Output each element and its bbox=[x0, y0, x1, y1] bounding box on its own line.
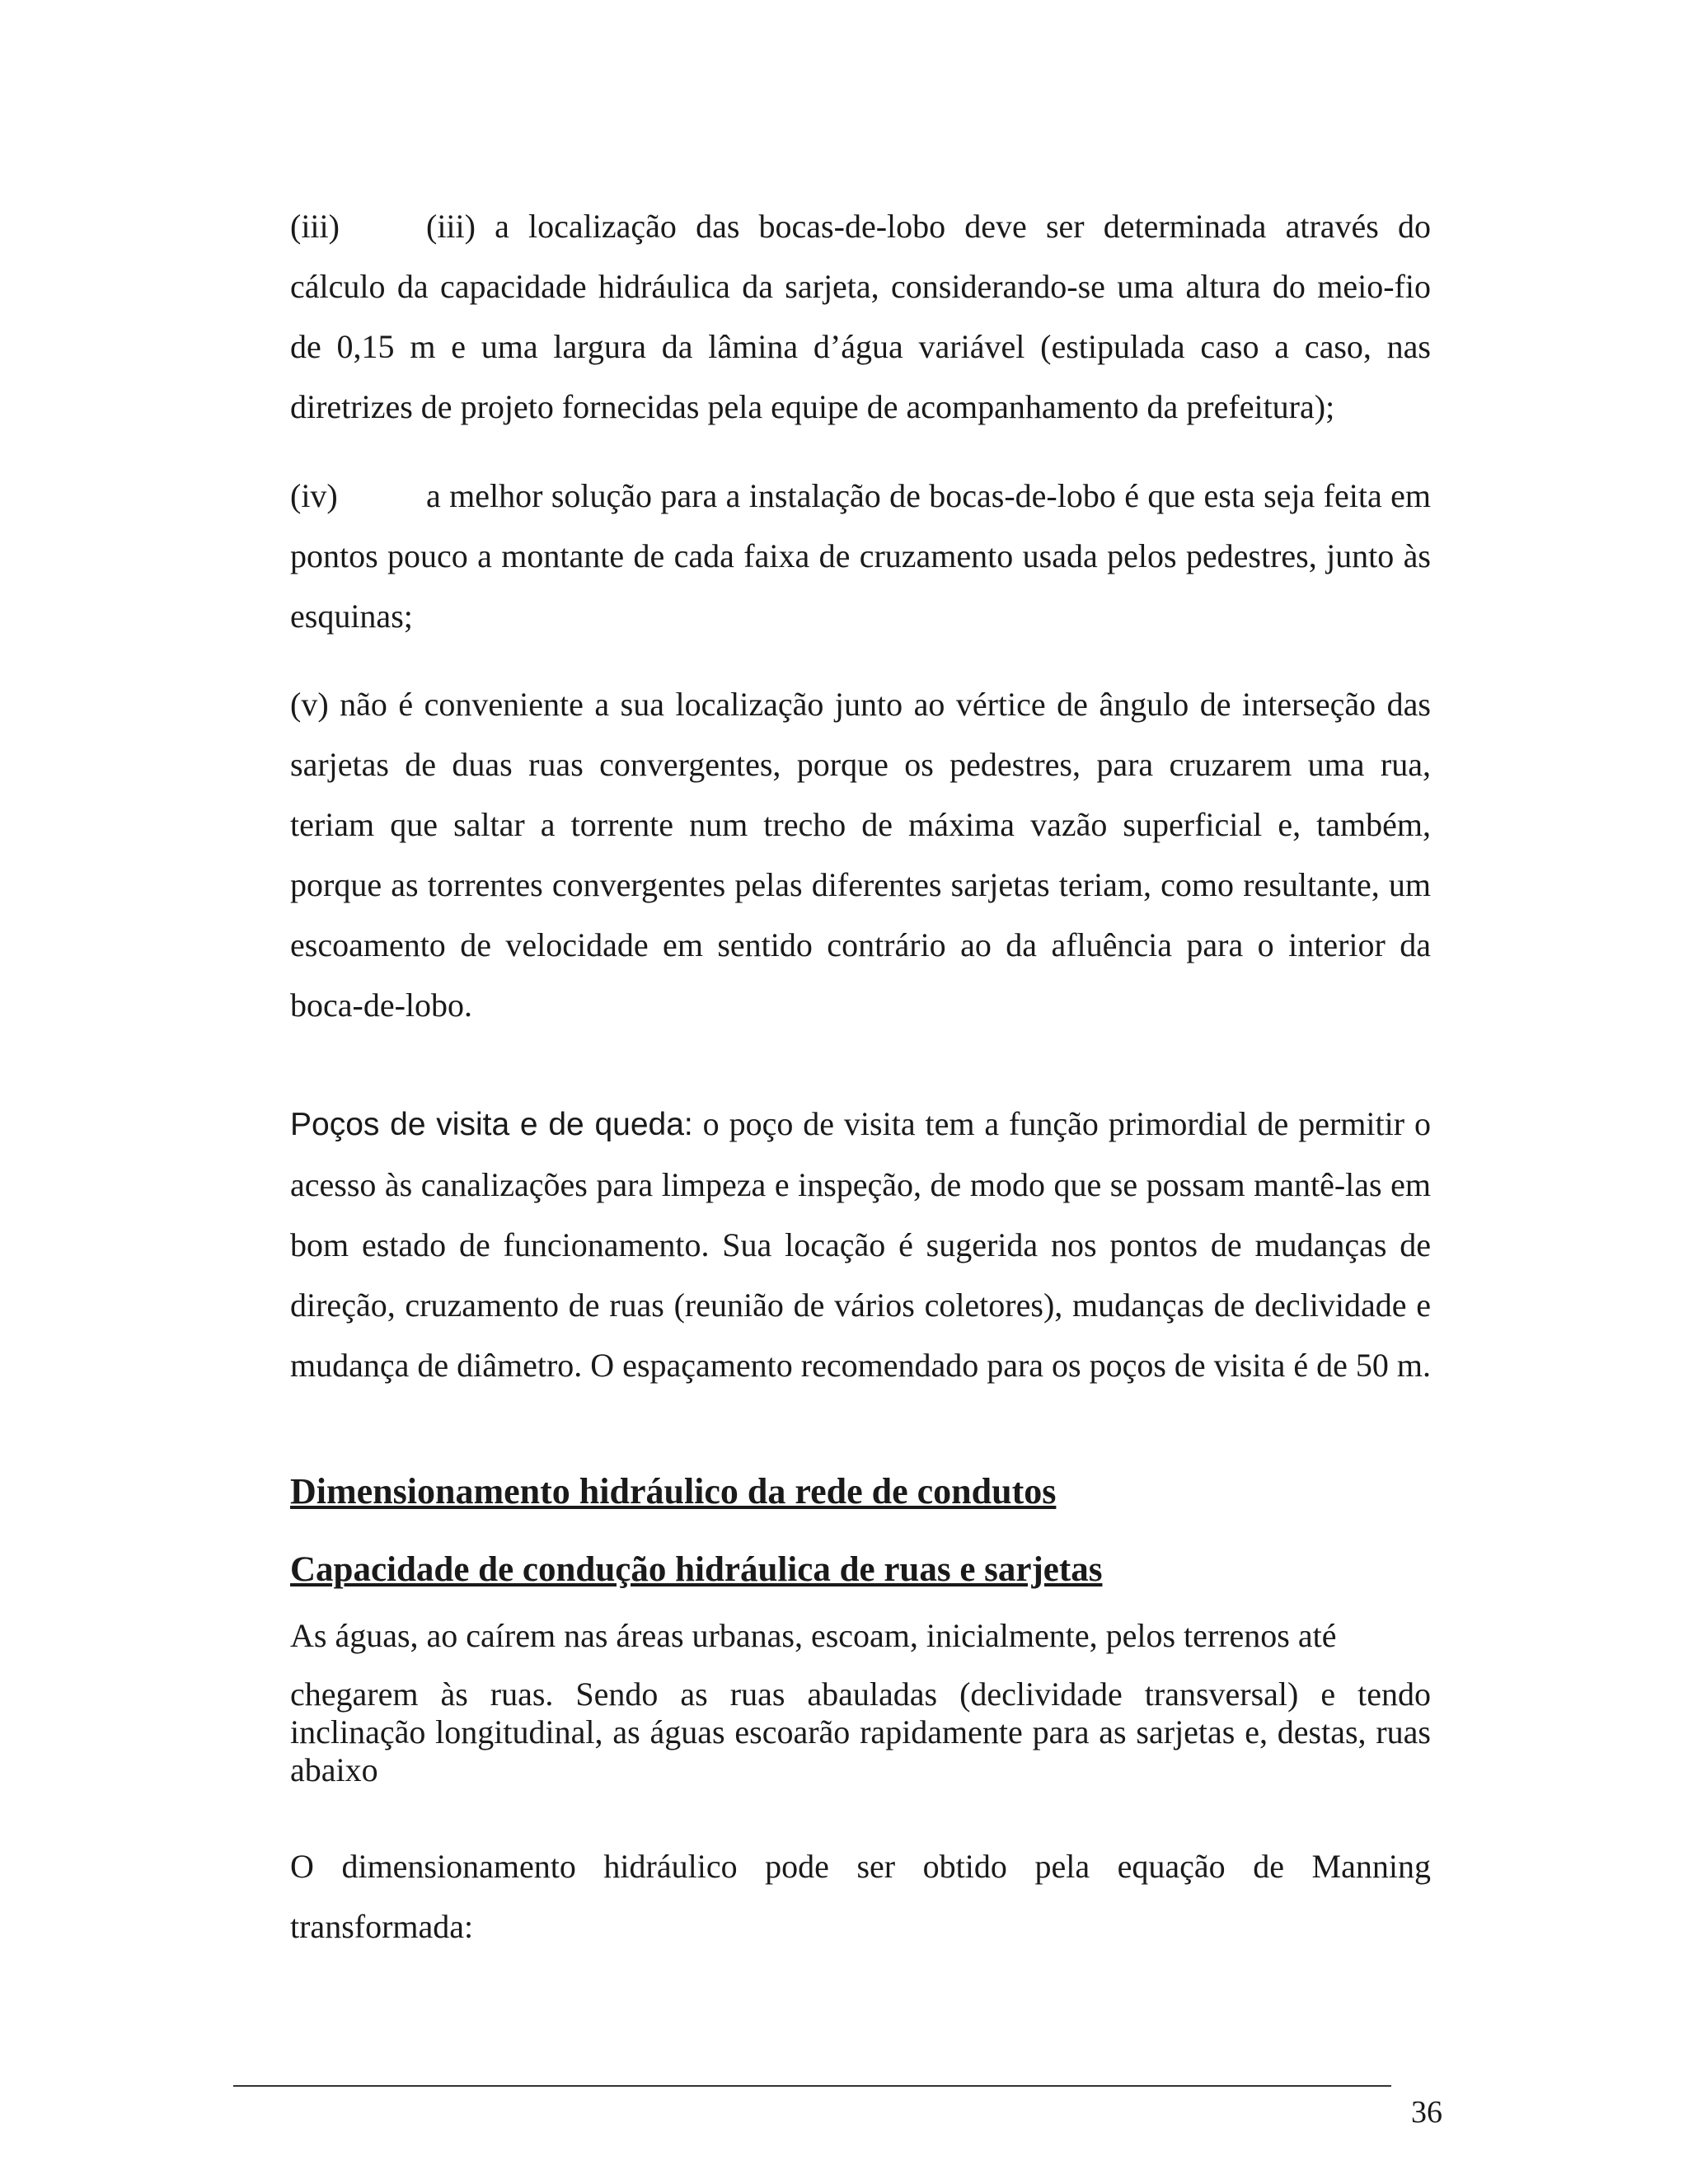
section-para-1: As águas, ao caírem nas áreas urbanas, escoam, inicialmente, pelos terrenos até bbox=[290, 1617, 1337, 1654]
section-para-2: chegarem às ruas. Sendo as ruas abauladas (declividade transversal) e tendo inclinação longitudinal, as águas escoarão rapidamente para as sarjetas e, destas, ruas abaixo bbox=[290, 1675, 1431, 1788]
item-iii-label: (iii) bbox=[290, 208, 340, 245]
page-number: 36 bbox=[1411, 2095, 1442, 2130]
section-subheading: Capacidade de condução hidráulica de ruas e sarjetas bbox=[290, 1550, 1103, 1589]
item-v bbox=[290, 674, 1431, 1035]
footer-divider bbox=[233, 2085, 1391, 2087]
pocos-paragraph bbox=[290, 1094, 1431, 1395]
section-heading: Dimensionamento hidráulico da rede de condutos bbox=[290, 1471, 1057, 1511]
item-v-text: (v) não é conveniente a sua localização junto ao vértice de ângulo de interseção das sarjetas de duas ruas convergentes, porque os pedestres, para cruzarem uma rua, teriam que saltar a torrente num trecho de máxima vazão superficial e, também, porque as torrentes convergentes pelas diferentes sarjetas teriam, como resultante, um escoamento de velocidade em sentido contrário ao da afluência para o interior da boca-de-lobo. bbox=[290, 686, 1431, 1024]
section-para-3: O dimensionamento hidráulico pode ser obtido pela equação de Manning transformada: bbox=[290, 1848, 1431, 1945]
item-iv bbox=[290, 466, 1431, 646]
item-iv-text: a melhor solução para a instalação de bocas-de-lobo é que esta seja feita em pontos pouco a montante de cada faixa de cruzamento usada pelos pedestres, junto às esquinas; bbox=[290, 477, 1431, 635]
item-iii bbox=[290, 196, 1431, 437]
item-iii-text: (iii) a localização das bocas-de-lobo deve ser determinada através do cálculo da capacidade hidráulica da sarjeta, considerando-se uma altura do meio-fio de 0,15 m e uma largura da lâmina d’água variável (estipulada caso a caso, nas diretrizes de projeto fornecidas pela equipe de acompanhamento da prefeitura); bbox=[290, 208, 1431, 425]
pocos-label: Poços de visita e de queda: bbox=[290, 1107, 693, 1142]
item-iv-label: (iv) bbox=[290, 477, 338, 514]
pocos-text: o poço de visita tem a função primordial de permitir o acesso às canalizações para limpeza e inspeção, de modo que se possam mantê-las em bom estado de funcionamento. Sua locação é sugerida nos pontos de mudanças de direção, cruzamento de ruas (reunião de vários coletores), mudanças de declividade e mudança de diâmetro. O espaçamento recomendado para os poços de visita é de 50 m. bbox=[290, 1105, 1431, 1384]
